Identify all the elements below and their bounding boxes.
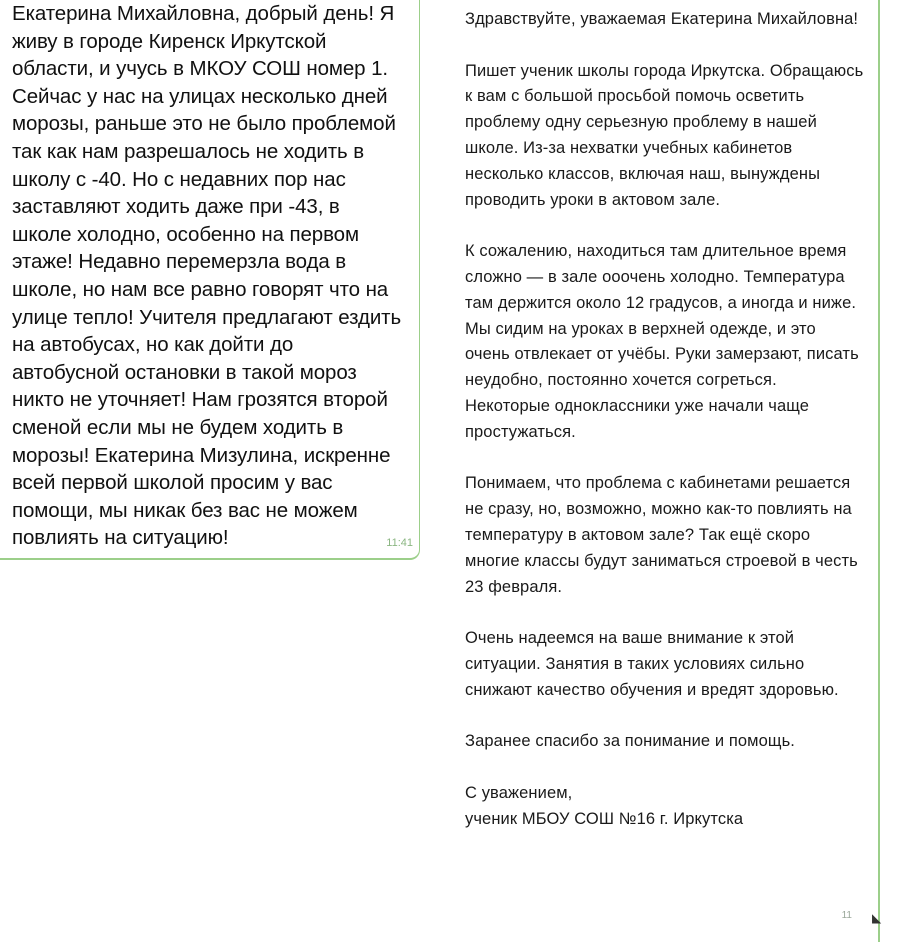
message-text: Екатерина Михайловна, добрый день! Я живу в городе Киренск Иркутской области, и учусь в МКОУ СОШ номер 1. Сейчас у нас на улицах несколько дней морозы, раньше это не было проблемой так как нам разрешалось не ходить в школу с -40. Но с недавних пор нас заставляют ходить даже при -43, в школе холодно, особенно на первом этаже! Недавно перемерзла вода в школе, но нам все равно говорят что на улице тепло! Учителя предлагают ездить на автобусах, но как дойти до автобусной остановки в такой мороз никто не уточняет! Нам грозятся второй сменой если мы не будем ходить в морозы! Екатерина Мизулина, искренне всей первой школой просим у вас помощи, мы никак без вас не можем повлиять на ситуацию! [12,2,402,550]
message-bubble-left[interactable] [0,0,420,560]
message-time: 11:41 [386,537,413,549]
message-paragraph-thanks: Заранее спасибо за понимание и помощь. [465,732,795,751]
message-paragraph-request: Понимаем, что проблема с кабинетами решается не сразу, но, возможно, можно как-то повлиять на температуру в актовом зале? Так ещё скоро многие классы будут заниматься строевой в честь 23 февраля. [465,474,858,596]
message-bubble-right[interactable] [448,0,880,942]
message-paragraph-problem: К сожалению, находиться там длительное время сложно — в зале ооочень холодно. Температура там держится около 12 градусов, а иногда и ниже. Мы сидим на уроках в верхней одежде, и это очень отвлекает от учёбы. Руки замерзают, писать неудобно, постоянно хочется согреться. Некоторые одноклассники уже начали чаще простужаться. [465,242,859,441]
message-paragraph-greeting: Здравствуйте, уважаемая Екатерина Михайловна! [465,10,859,28]
message-paragraph-hope: Очень надеемся на ваше внимание к этой ситуации. Занятия в таких условиях сильно снижают качество обучения и вредят здоровью. [465,629,839,699]
message-text [465,7,865,833]
message-paragraph-intro: Пишет ученик школы города Иркутска. Обращаюсь к вам с большой просьбой помочь осветить проблему одну серьезную проблему в нашей школе. Из-за нехватки учебных кабинетов несколько классов, включая наш, вынуждены проводить уроки в актовом зале. [465,61,864,209]
message-paragraph-signature: С уважением, ученик МБОУ СОШ №16 г. Иркутска [465,783,744,828]
bubble-tail-icon: ◣ [872,911,882,925]
message-time: 11 [841,910,852,921]
